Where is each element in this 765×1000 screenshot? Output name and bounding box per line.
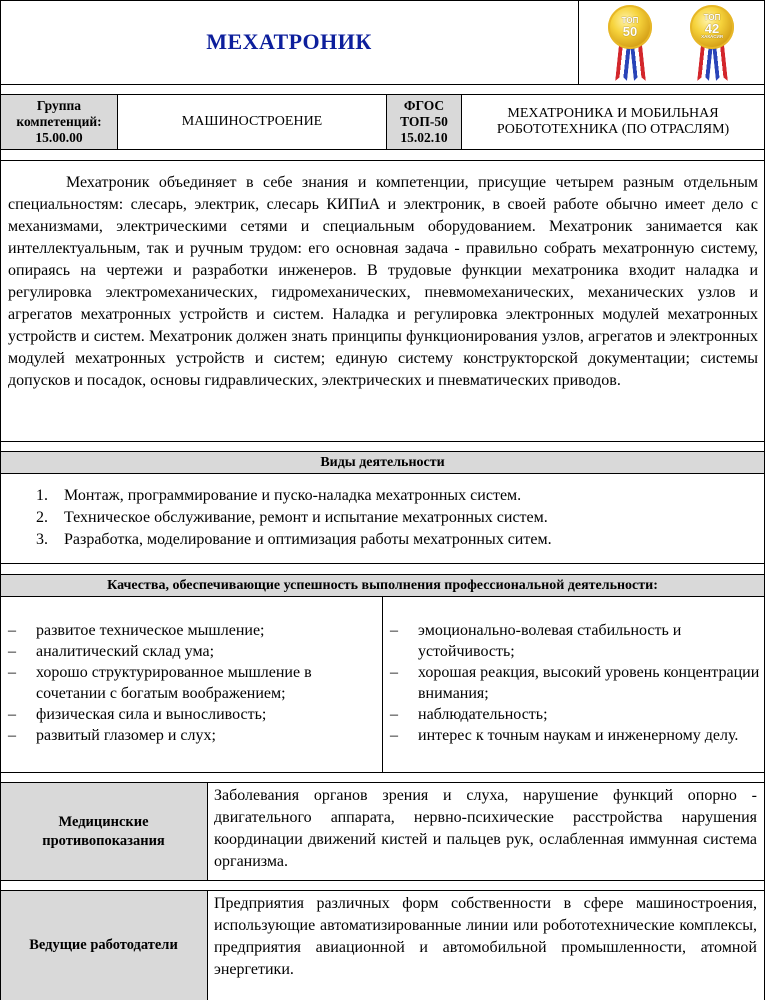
competency-group-value: МАШИНОСТРОЕНИЕ [181, 114, 323, 129]
list-item: 3. Разработка, моделирование и оптимизация работы мехатронных ситем. [36, 531, 552, 548]
employers-text: Предприятия различных форм собственности в сфере машиностроения, использующие автоматизированные линии или робототехнические комплексы, предприятия авиационной и автомобильной промышленности, атомной энергетики. [214, 895, 757, 978]
qualities-right-list [384, 620, 760, 746]
fgos-label: ФГОС ТОП-50 15.02.10 [400, 98, 448, 145]
fgos-value: МЕХАТРОНИКА И МОБИЛЬНАЯ РОБОТОТЕХНИКА (ПО ОТРАСЛЯМ) [496, 106, 730, 137]
list-item: – наблюдательность; [390, 706, 548, 723]
list-item: – развитое техническое мышление; [8, 622, 265, 639]
employers-label: Ведущие работодатели [0, 891, 207, 1000]
list-item: – эмоционально-волевая стабильность и устойчивость; [390, 622, 682, 660]
contraindications-text: Заболевания органов зрения и слуха, нарушение функций опорно - двигательного аппарата, нервно-психические расстройства нарушения координации движений кистей и пальцев рук, ослабленная иммунная система организма. [214, 787, 757, 870]
list-item: – интерес к точным наукам и инженерному делу. [390, 727, 739, 744]
qualities-left-list [2, 620, 374, 746]
list-item: – хорошо структурированное мышление в сочетании с богатым воображением; [8, 664, 312, 702]
profession-description: Мехатроник объединяет в себе знания и компетенции, присущие четырем разным отдельным специальностям: слесарь, электрик, слесарь КИПиА и электроник, в своей работе обычно имеет дело с механизмами, электрическими сетями и специальным оборудованием. Мехатроник занимается как интеллектуальным, так и ручным трудом: его основная задача - правильно собрать мехатронную систему, опираясь на чертежи и разработки инженеров. В трудовые функции мехатроника входит наладка и регулировка электромеханических, гидромеханических, пневмомеханических, механических узлов и агрегатов мехатронных устройств и систем. Наладка и регулировка электронных модулей мехатронных устройств и систем. Мехатроник должен знать принципы функционирования узлов, агрегатов и электронных модулей мехатронных устройств и систем; единую систему конструкторской документации; системы допусков и посадок, основы гидравлических, электрических и пневматических приводов. [8, 174, 758, 389]
list-item: – хорошая реакция, высокий уровень концентрации внимания; [390, 664, 760, 702]
list-item: – физическая сила и выносливость; [8, 706, 267, 723]
qualities-heading: Качества, обеспечивающие успешность выполнения профессиональной деятельности: [0, 575, 765, 596]
activities-list [0, 485, 552, 551]
page-title: МЕХАТРОНИК [206, 29, 372, 54]
list-item: – аналитический склад ума; [8, 643, 215, 660]
list-item: 2. Техническое обслуживание, ремонт и испытание мехатронных систем. [36, 509, 548, 526]
contraindications-label: Медицинские противопоказания [0, 783, 207, 880]
top42-khakassia-badge-icon: ТОП 42 ХАКАСИЯ [690, 5, 736, 81]
top50-badge-icon: ТОП 50 [608, 5, 654, 81]
list-item: 1. Монтаж, программирование и пуско-наладка мехатронных систем. [36, 487, 522, 504]
list-item: – развитый глазомер и слух; [8, 727, 216, 744]
competency-group-label: Группа компетенций: 15.00.00 [16, 98, 102, 145]
activities-heading: Виды деятельности [0, 452, 765, 473]
